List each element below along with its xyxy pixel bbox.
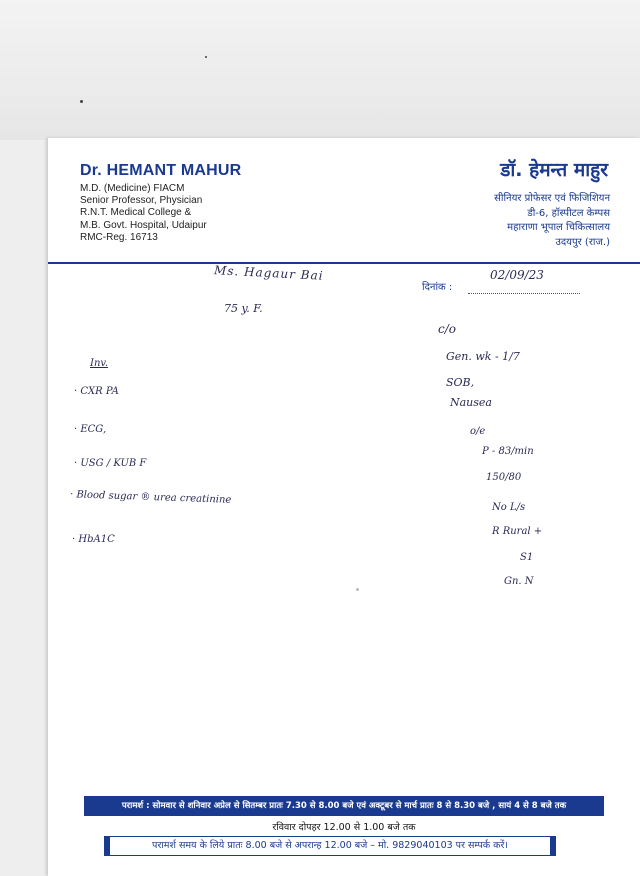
complaint-item: Nausea: [450, 396, 492, 409]
date-label: दिनांक :: [422, 282, 453, 293]
scan-speck: [80, 100, 83, 103]
hindi-detail-line: उदयपुर (राज.): [555, 236, 610, 248]
complaint-item: SOB,: [446, 376, 475, 389]
credential-line: R.N.T. Medical College &: [80, 207, 192, 219]
credential-line: RMC-Reg. 16713: [80, 231, 158, 243]
header-divider: [48, 262, 640, 264]
complaints-header: c/o: [438, 322, 456, 336]
doctor-name-english: Dr. HEMANT MAHUR: [80, 162, 242, 179]
credential-line: M.D. (Medicine) FIACM: [80, 183, 185, 194]
hindi-detail-line: डी-6, हॉस्पीटल केम्पस: [527, 207, 610, 219]
hindi-detail-line: सीनियर प्रोफेसर एवं फिजिशियन: [494, 193, 610, 204]
complaint-item: Gen. wk - 1/7: [446, 350, 520, 363]
doctor-name-hindi: डॉ. हेमन्त माहुर: [500, 159, 608, 181]
exam-item: Gn. N: [504, 576, 534, 587]
investigation-item: · HbA1C: [72, 534, 115, 545]
sunday-hours: रविवार दोपहर 12.00 से 1.00 बजे तक: [272, 822, 416, 833]
contact-box: परामर्श समय के लिये प्रातः 8.00 बजे से अपरान्ह 12.00 बजे – मो. 9829040103 पर सम्पर्क करें।: [104, 836, 556, 856]
investigation-item: · ECG,: [74, 424, 107, 435]
hindi-detail-line: महाराणा भूपाल चिकित्सालय: [507, 222, 610, 233]
exam-item: 150/80: [486, 472, 522, 483]
doctor-credentials: [80, 183, 310, 244]
scanner-background: [0, 0, 640, 140]
investigation-item: · USG / KUB F: [74, 458, 147, 469]
examination-header: o/e: [470, 426, 486, 437]
investigation-item: · CXR PA: [74, 386, 119, 397]
credential-line: Senior Professor, Physician: [80, 195, 203, 207]
investigation-item: · Blood sugar ® urea creatinine: [69, 489, 232, 506]
date-value: 02/09/23: [490, 268, 544, 282]
exam-item: R Rural +: [492, 526, 543, 537]
date-dotted-line: [468, 293, 580, 294]
prescription-sheet: [48, 138, 640, 876]
paper-speck: [356, 588, 359, 591]
patient-name: Ms. Hagaur Bai: [213, 263, 324, 283]
credential-line: M.B. Govt. Hospital, Udaipur: [80, 219, 207, 231]
exam-item: No L/s: [492, 502, 526, 513]
consultation-hours-banner: परामर्श : सोमवार से शनिवार अप्रेल से सितम्बर प्रातः 7.30 से 8.00 बजे एवं अक्टूबर से मार्च प्रातः 8 से 8.30 बजे , सायं 4 से 8 बजे तक: [84, 796, 604, 816]
exam-item: P - 83/min: [482, 446, 534, 457]
exam-item: S1: [520, 552, 534, 563]
investigations-header: Inv.: [90, 358, 109, 369]
scan-speck: [205, 56, 207, 58]
patient-age-sex: 75 y. F.: [224, 302, 263, 315]
doctor-details-hindi: [380, 192, 610, 250]
